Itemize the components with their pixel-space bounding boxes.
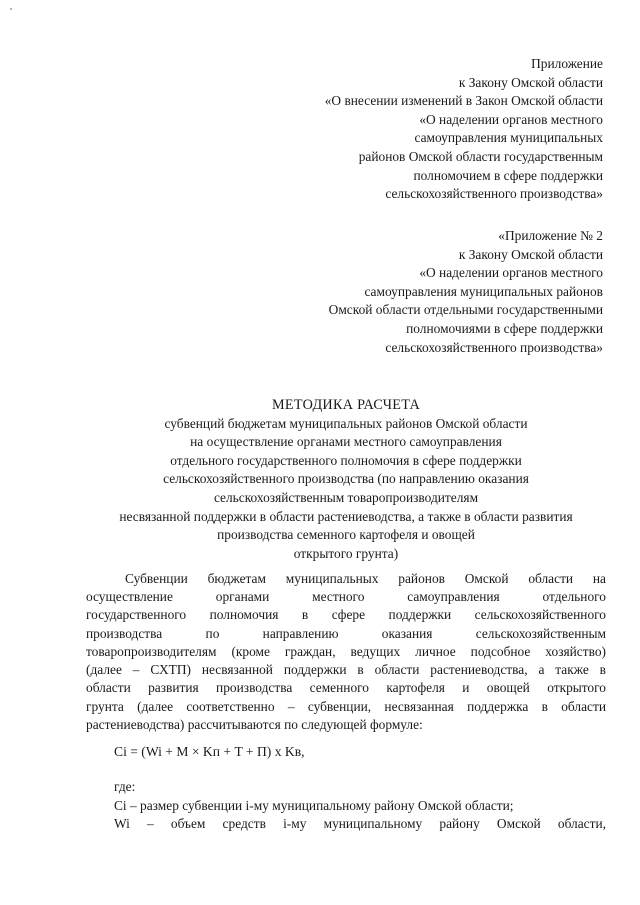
body-line: производства по направлению оказания сельскохозяйственным xyxy=(86,625,606,641)
body-line: грунта (далее соответственно – субвенции, несвязанная поддержка в области xyxy=(86,698,606,714)
body-paragraph xyxy=(86,588,606,734)
appendix-1-line: полномочием в сфере поддержки xyxy=(413,167,603,183)
appendix-1-line: районов Омской области государственным xyxy=(358,148,603,164)
title-heading: МЕТОДИКА РАСЧЕТА xyxy=(271,397,421,413)
title-line: производства семенного картофеля и овощей xyxy=(217,527,475,543)
appendix-2-line: «О наделении органов местного xyxy=(419,265,603,281)
calculation-formula: Ci = (Wi + M × Kп + T + П) x Kв, xyxy=(114,744,305,759)
title-line: открытого грунта) xyxy=(293,545,399,561)
body-line: товаропроизводителям (кроме граждан, ведущих личное подсобное хозяйство) xyxy=(86,643,606,659)
methodology-title xyxy=(86,396,606,563)
body-line: осуществление органами местного самоуправления отдельного xyxy=(86,589,606,604)
appendix-2-line: самоуправления муниципальных районов xyxy=(364,283,603,299)
where-text: где: xyxy=(114,779,136,794)
body-paragraph-first-line xyxy=(125,570,606,588)
body-line: (далее – СХТП) несвязанной поддержки в области растениеводства, а также в xyxy=(86,662,606,678)
appendix-2-line: полномочиями в сфере поддержки xyxy=(406,320,603,336)
appendix-2-line: «Приложение № 2 xyxy=(498,228,603,243)
definition-ci-text: Ci – размер субвенции i-му муниципальному району Омской области; xyxy=(114,798,514,813)
scan-speck xyxy=(10,8,12,10)
body-line: растениеводства) рассчитываются по следующей формуле: xyxy=(86,717,423,733)
appendix-2-line: сельскохозяйственного производства» xyxy=(385,339,603,355)
appendix-2-header xyxy=(329,227,603,357)
appendix-1-line: Приложение xyxy=(531,56,603,71)
title-line: сельскохозяйственного производства (по направлению оказания xyxy=(163,471,529,487)
definition-wi-text: Wi – объем средств i-му муниципальному району Омской области, xyxy=(114,816,606,831)
title-line: субвенций бюджетам муниципальных районов Омской области xyxy=(164,415,528,431)
body-line: области развития производства семенного картофеля и овощей открытого xyxy=(86,680,606,696)
body-line: Субвенции бюджетам муниципальных районов Омской области на xyxy=(125,571,606,586)
definition-wi xyxy=(114,815,606,833)
appendix-1-line: сельскохозяйственного производства» xyxy=(385,186,603,202)
appendix-1-line: «О внесении изменений в Закон Омской области xyxy=(324,93,603,109)
appendix-1-line: «О наделении органов местного xyxy=(419,111,603,127)
appendix-1-header xyxy=(325,55,603,204)
title-line: на осуществление органами местного самоуправления xyxy=(190,434,502,450)
appendix-2-line: к Закону Омской области xyxy=(458,246,603,262)
title-line: несвязанной поддержки в области растениеводства, а также в области развития xyxy=(119,508,573,524)
appendix-1-line: к Закону Омской области xyxy=(458,74,603,90)
where-label xyxy=(114,778,606,796)
definition-ci xyxy=(114,797,606,815)
appendix-1-line: самоуправления муниципальных xyxy=(414,130,603,146)
title-line: отдельного государственного полномочия в сфере поддержки xyxy=(170,452,522,468)
title-line: сельскохозяйственным товаропроизводителям xyxy=(213,489,479,505)
body-line: государственного полномочия в сфере поддержки сельскохозяйственного xyxy=(86,607,606,623)
appendix-2-line: Омской области отдельными государственными xyxy=(328,302,603,318)
